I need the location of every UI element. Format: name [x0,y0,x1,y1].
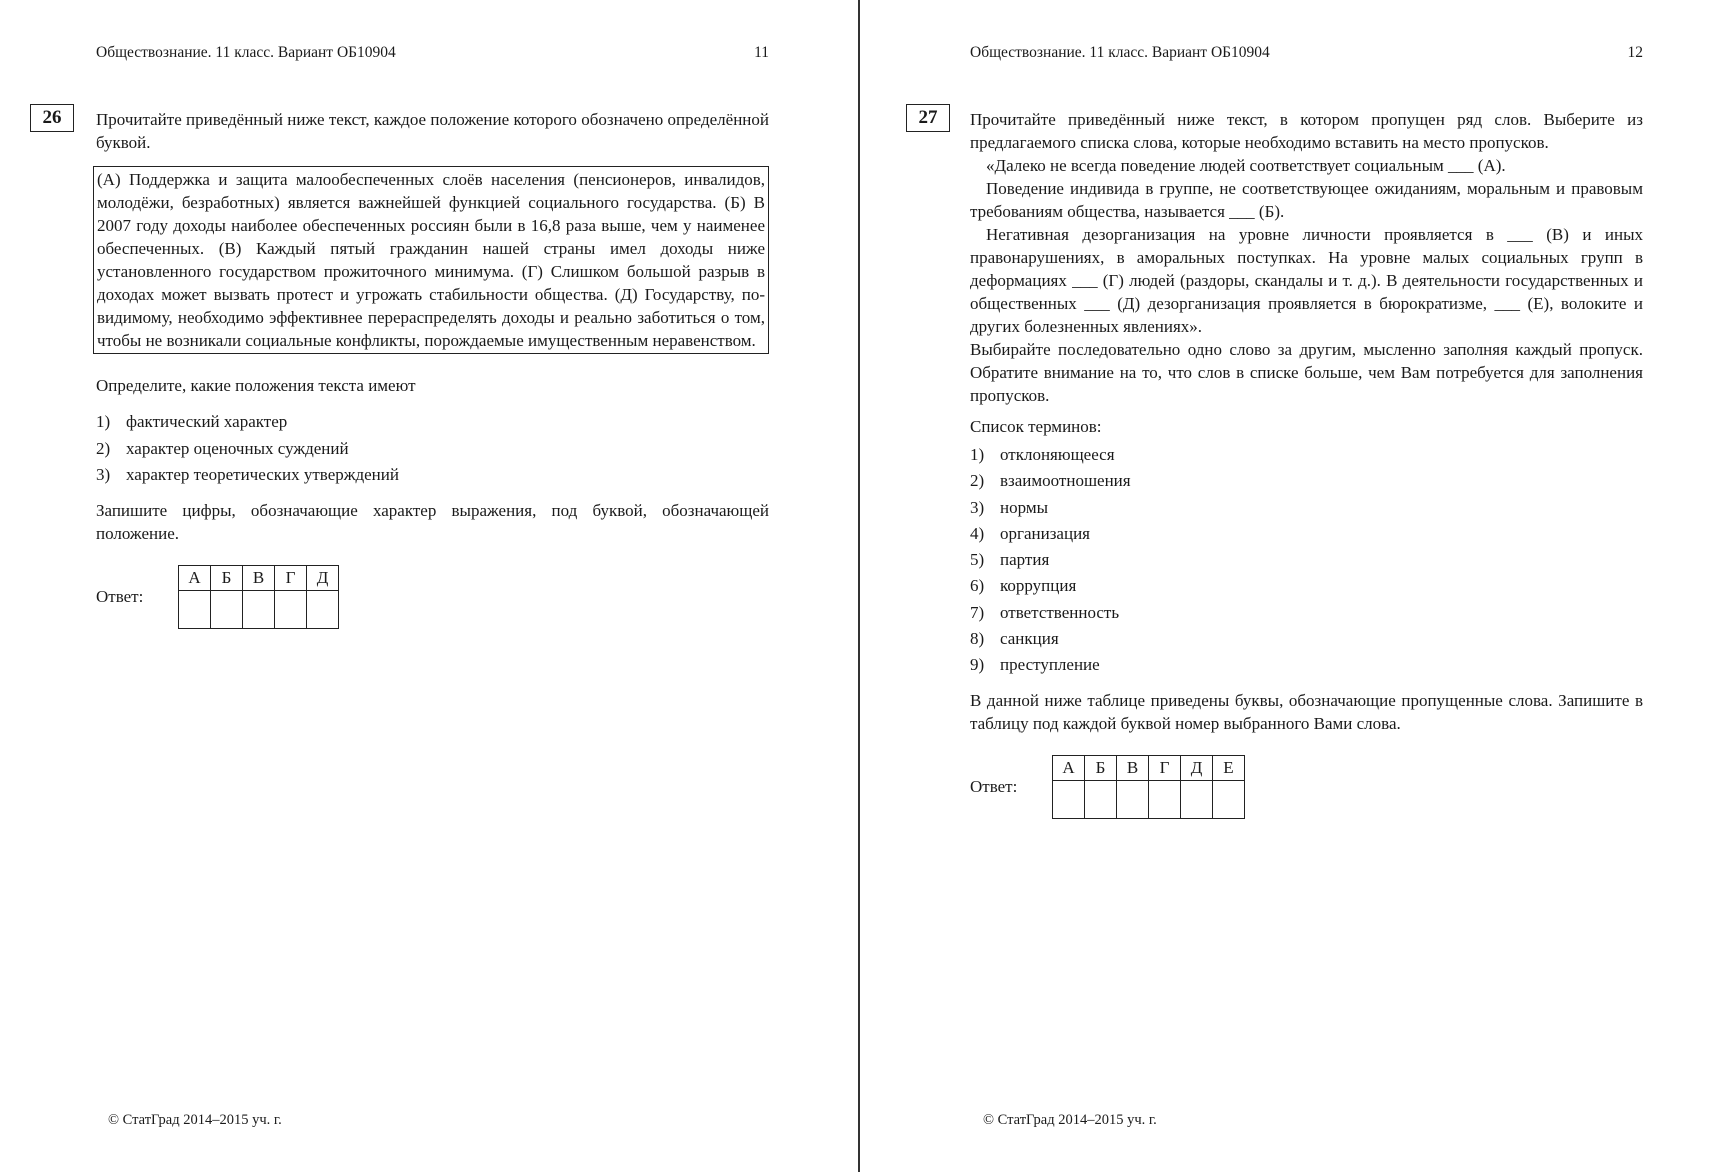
selection-instruction: Выбирайте последовательно одно слово за другим, мысленно заполняя каждый пропуск. Обратите внимание на то, что слов в списке больше, чем Вам потребуется для заполнения пропусков. [970,340,1643,405]
term-number: 3) [970,497,985,517]
answer-instruction: Запишите цифры, обозначающие характер выражения, под буквой, обозначающей положение. [96,500,769,543]
answer-letter: Б [211,565,243,590]
term-number: 2) [970,471,985,491]
term-number: 7) [970,602,985,622]
term-number: 6) [970,576,985,596]
answer-instruction: В данной ниже таблице приведены буквы, обозначающие пропущенные слова. Запишите в таблицу под каждой буквой номер выбранного Вами слова. [970,690,1643,733]
answer-letter: Б [1085,755,1117,780]
option-number: 2) [96,438,111,458]
list-item [96,462,769,489]
answer-cell[interactable] [1085,780,1117,818]
answer-cell[interactable] [211,590,243,628]
options-list [96,409,769,489]
term-number: 9) [970,655,985,675]
gap-text-paragraph: «Далеко не всегда поведение людей соответствует социальным ___ (А). [986,156,1506,175]
list-item [970,573,1643,599]
page-footer: © СтатГрад 2014–2015 уч. г. [108,1112,282,1128]
question-prompt: Определите, какие положения текста имеют [96,376,416,395]
term-text: нормы [1000,497,1049,517]
header-title: Обществознание. 11 класс. Вариант ОБ10904 [96,44,396,61]
terms-heading: Список терминов: [970,417,1102,436]
left-page [0,0,858,1172]
answer-section [96,565,769,629]
answer-section [970,755,1643,819]
list-item [970,547,1643,573]
answer-cell[interactable] [275,590,307,628]
page-footer: © СтатГрад 2014–2015 уч. г. [983,1112,1157,1128]
right-page [860,0,1718,1172]
answer-letter: Д [1181,755,1213,780]
answer-cell[interactable] [1181,780,1213,818]
answer-label: Ответ: [96,587,144,606]
answer-letter: В [243,565,275,590]
answer-letter: А [1053,755,1085,780]
question-intro: Прочитайте приведённый ниже текст, каждое положение которого обозначено определённой буквой. [96,110,769,152]
answer-letter: Г [1149,755,1181,780]
term-text: коррупция [1000,576,1077,596]
term-number: 1) [970,445,985,464]
term-number: 8) [970,629,985,649]
page-number: 12 [1627,44,1643,61]
term-number: 4) [970,523,985,543]
term-text: организация [1000,523,1090,543]
answer-table [1052,755,1245,819]
list-item [970,521,1643,547]
answer-letter: В [1117,755,1149,780]
option-number: 1) [96,412,111,431]
option-text: характер оценочных суждений [126,438,349,458]
term-text: партия [1000,550,1050,570]
header-title: Обществознание. 11 класс. Вариант ОБ10904 [970,44,1270,61]
list-item [970,600,1643,626]
answer-letter: Г [275,565,307,590]
term-text: преступление [1000,655,1100,675]
question-number-box: 26 [30,104,74,132]
terms-list [970,442,1643,679]
answer-cell[interactable] [1117,780,1149,818]
gap-text-paragraph: Поведение индивида в группе, не соответствующее ожиданиям, моральным и правовым требованиям общества, называется ___ (Б). [970,179,1643,221]
answer-table [178,565,339,629]
list-item [970,626,1643,652]
answer-cell[interactable] [307,590,339,628]
question-intro: Прочитайте приведённый ниже текст, в котором пропущен ряд слов. Выберите из предлагаемого списка слова, которые необходимо вставить на место пропусков. [970,110,1643,152]
question-26-content [96,108,769,629]
answer-cell[interactable] [1149,780,1181,818]
list-item [970,652,1643,678]
list-item [970,468,1643,494]
answer-letter: А [179,565,211,590]
term-number: 5) [970,550,985,570]
page-number: 11 [754,44,769,61]
term-text: взаимоотношения [1000,471,1131,491]
term-text: санкция [1000,629,1059,649]
list-item [970,442,1643,468]
answer-letter: Е [1213,755,1245,780]
option-number: 3) [96,465,111,484]
term-text: ответственность [1000,602,1120,622]
option-text: характер теоретических утверждений [126,465,399,484]
gap-text-paragraph: Негативная дезорганизация на уровне личности проявляется в ___ (В) и иных правонарушениях, в аморальных поступках. На уровне малых социальных групп в деформациях ___ (Г) людей (раздоры, скандалы и т. д.). В деятельности государственных и общественных ___ (Д) дезорганизация проявляется в бюрократизме, ___ (Е), волоките и других болезненных явлениях». [970,225,1643,336]
answer-letter: Д [307,565,339,590]
question-number-box: 27 [906,104,950,132]
answer-cell[interactable] [1053,780,1085,818]
list-item [96,436,769,463]
answer-cell[interactable] [1213,780,1245,818]
answer-cell[interactable] [179,590,211,628]
option-text: фактический характер [126,412,288,431]
list-item [970,495,1643,521]
term-text: отклоняющееся [1000,445,1115,464]
answer-cell[interactable] [243,590,275,628]
list-item [96,409,769,436]
passage-box: (А) Поддержка и защита малообеспеченных слоёв населения (пенсионеров, инвалидов, молодёжи, безработных) является важнейшей функцией социального государства. (Б) В 2007 году доходы наиболее обеспеченных россиян были в 16,8 раза выше, чем у наименее обеспеченных. (В) Каждый пятый гражданин нашей страны имел доходы ниже установленного государством прожиточного минимума. (Г) Слишком большой разрыв в доходах может вызвать протест и угрожать стабильности общества. (Д) Государству, по-видимому, необходимо эффективнее перераспределять доходы и реально заботиться о том, чтобы не возникали социальные конфликты, порождаемые имущественным неравенством. [93,166,769,354]
answer-label: Ответ: [970,777,1018,797]
question-27-content [970,108,1643,819]
